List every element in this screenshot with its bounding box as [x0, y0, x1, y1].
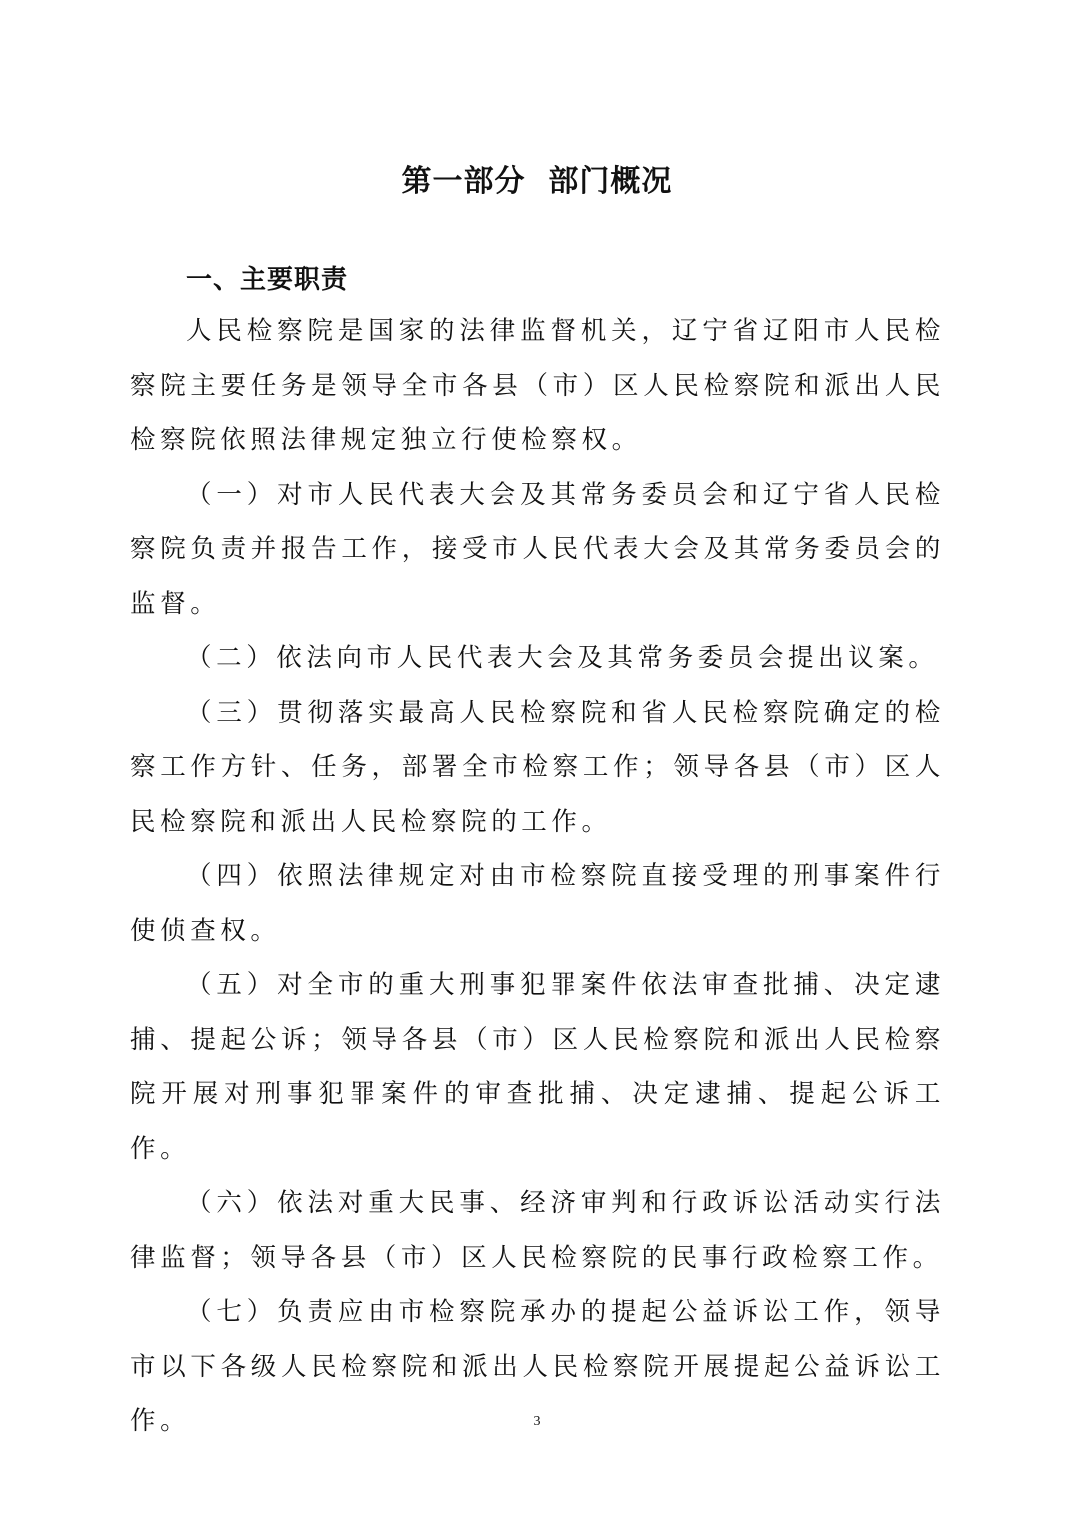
paragraph-item-3: （三）贯彻落实最高人民检察院和省人民检察院确定的检察工作方针、任务，部署全市检察工作；领导各县（市）区人民检察院和派出人民检察院的工作。 [130, 697, 945, 837]
paragraph-item-5: （五）对全市的重大刑事犯罪案件依法审查批捕、决定逮捕、提起公诉；领导各县（市）区人民检察院和派出人民检察院开展对刑事犯罪案件的审查批捕、决定逮捕、提起公诉工作。 [130, 970, 945, 1164]
paragraph-item-1: （一）对市人民代表大会及其常务委员会和辽宁省人民检察院负责并报告工作，接受市人民代表大会及其常务委员会的监督。 [130, 479, 945, 619]
page-title: 第一部分 部门概况 [401, 164, 673, 199]
section-heading: 一、主要职责 [186, 265, 349, 295]
paragraph-item-2: （二）依法向市人民代表大会及其常务委员会提出议案。 [186, 643, 939, 673]
paragraph-item-6: （六）依法对重大民事、经济审判和行政诉讼活动实行法律监督；领导各县（市）区人民检察院的民事行政检察工作。 [130, 1188, 945, 1273]
paragraph-item-7: （七）负责应由市检察院承办的提起公益诉讼工作，领导市以下各级人民检察院和派出人民检察院开展提起公益诉讼工作。 [130, 1297, 945, 1436]
body-text [130, 304, 945, 1449]
page-number: 3 [533, 1414, 541, 1429]
paragraph-item-4: （四）依照法律规定对由市检察院直接受理的刑事案件行使侦查权。 [130, 861, 945, 946]
paragraph-intro: 人民检察院是国家的法律监督机关，辽宁省辽阳市人民检察院主要任务是领导全市各县（市）区人民检察院和派出人民检察院依照法律规定独立行使检察权。 [130, 316, 945, 455]
